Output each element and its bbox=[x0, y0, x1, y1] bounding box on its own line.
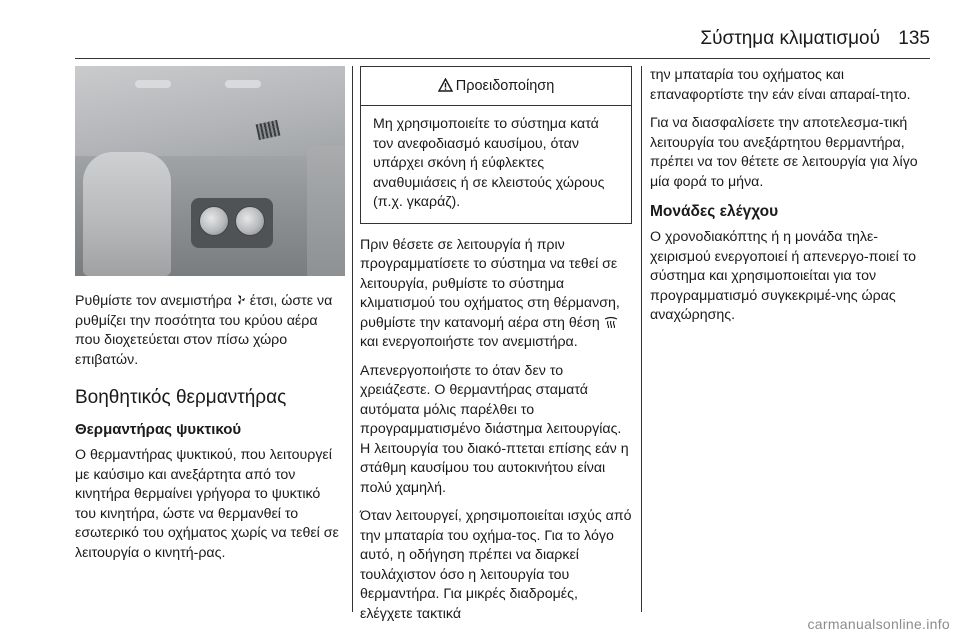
warning-header: Προειδοποίηση bbox=[361, 67, 631, 106]
temperature-knob bbox=[235, 206, 265, 236]
column-divider-2 bbox=[641, 66, 642, 612]
rear-seat bbox=[83, 152, 171, 276]
body-paragraph: την μπαταρία του οχήματος και επαναφορτίστε την εάν είναι απαραί-τητο. bbox=[650, 67, 911, 103]
running-header-title: Σύστημα κλιματισμού bbox=[700, 28, 880, 49]
body-paragraph: Ο χρονοδιακόπτης ή η μονάδα τηλε-χειρισμού ενεργοποιεί ή απενεργο-ποιεί το σύστημα και χρησιμοποιείται για τον προγραμματισμό συγκεκριμέ-νης ώρας αναχώρησης. bbox=[650, 229, 917, 323]
column-2 bbox=[360, 66, 632, 633]
warning-text: Μη χρησιμοποιείτε το σύστημα κατά τον ανεφοδιασμό καυσίμου, όταν υπάρχει σκόνη ή εύφλεκτες αναθυμιάσεις ή σε κλειστούς χώρους (π.χ. γκαράζ). bbox=[373, 116, 605, 210]
photo-caption: Ρυθμίστε τον ανεμιστήρα έτσι, ώστε να ρυθμίζει την ποσότητα του κρύου αέρα που διοχετεύεται στον πίσω χώρο επιβατών. bbox=[75, 293, 333, 368]
body-paragraph: Για να διασφαλίσετε την αποτελεσμα-τική λειτουργία του ανεξάρτητου θερμαντήρα, πρέπει να τον θέτετε σε λειτουργία για λίγο μία φορά το μήνα. bbox=[650, 115, 918, 190]
page-number: 135 bbox=[898, 28, 930, 49]
watermark: carmanualsonline.info bbox=[807, 616, 950, 632]
column-divider-1 bbox=[352, 66, 353, 612]
fan-icon bbox=[236, 294, 246, 306]
header-rule bbox=[75, 58, 930, 59]
column-1 bbox=[75, 66, 345, 572]
subsection-heading: Μονάδες ελέγχου bbox=[650, 203, 779, 220]
column-3 bbox=[650, 66, 930, 335]
rear-climate-control-photo bbox=[75, 66, 345, 276]
warning-triangle-icon bbox=[438, 78, 453, 92]
body-paragraph: Πριν θέσετε σε λειτουργία ή πριν προγραμματίσετε το σύστημα να τεθεί σε λειτουργία, ρυθμίστε το σύστημα κλιματισμού του οχήματος στη θέρμανση, ρυθμίστε την κατανομή αέρα στη θέση και ενεργοποιήστε τον ανεμιστήρα. bbox=[360, 236, 620, 350]
subsection-heading: Θερμαντήρας ψυκτικού bbox=[75, 421, 242, 438]
warning-box bbox=[360, 66, 632, 224]
fan-knob bbox=[199, 206, 229, 236]
body-paragraph: Όταν λειτουργεί, χρησιμοποιείται ισχύς από την μπαταρία του οχήμα-τος. Για το λόγο αυτό, η οδήγηση πρέπει να διαρκεί τουλάχιστον όσο η λειτουργία του θερμαντήρα. Για μικρές διαδρομές, ελέγχετε τακτικά bbox=[360, 508, 632, 622]
body-paragraph: Ο θερμαντήρας ψυκτικού, που λειτουργεί με καύσιμο και ανεξάρτητα από τον κινητήρα θερμαίνει γρήγορα το ψυκτικό του κινητήρα, ώστε να θερμανθεί το εσωτερικό του οχήματος χωρίς να τεθεί σε λειτουργία ο κινητή-ρας. bbox=[75, 447, 339, 561]
windshield-defrost-icon bbox=[604, 316, 618, 328]
section-heading: Βοηθητικός θερμαντήρας bbox=[75, 387, 287, 408]
body-paragraph: Απενεργοποιήστε το όταν δεν το χρειάζεστε. Ο θερμαντήρας σταματά αυτόματα μόλις παρέλθει το προγραμματισμένο διάστημα λειτουργίας. Η λειτουργία του διακό-πτεται επίσης εάν η στάθμη καυσίμου του αυτοκινήτου είναι πολύ χαμηλή. bbox=[360, 362, 629, 496]
